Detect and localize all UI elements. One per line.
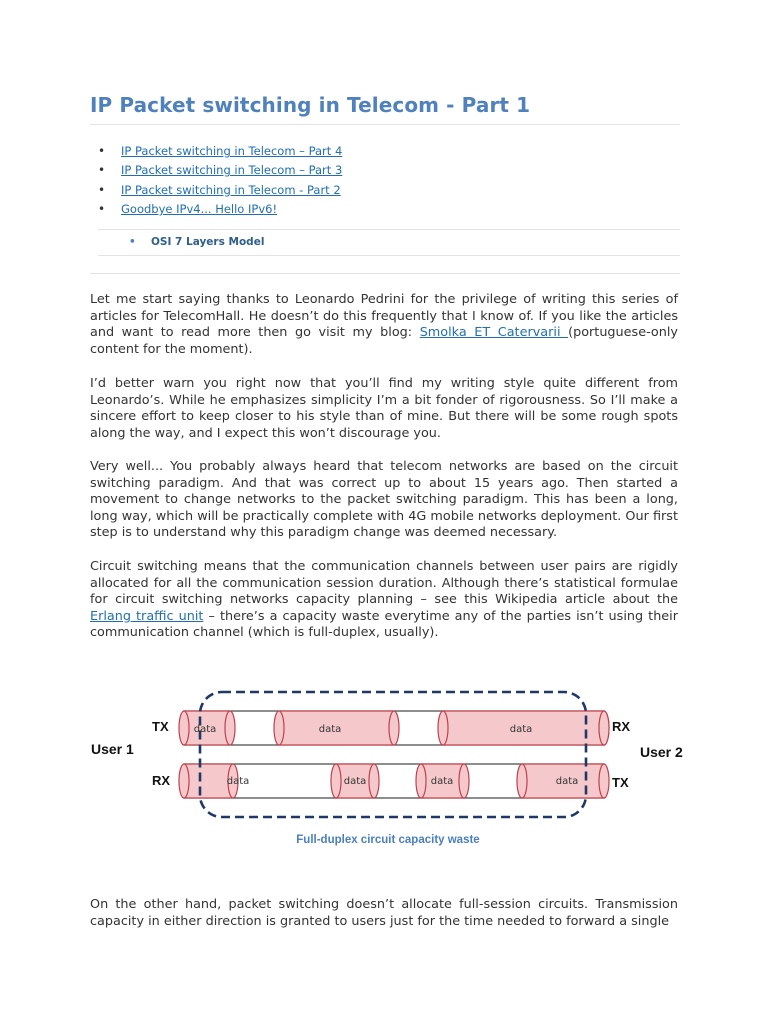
data-label: data <box>343 776 367 787</box>
paragraph-style: I’d better warn you right now that you’ll find my writing style quite different from Leonardo’s. While he emphasizes simplicity I’m a bit fonder of rigorousness. So I’ll make a sincere effort to keep closer to his style than of mine. But there will be some rough spots along the way, and I expect this won’t discourage you. <box>90 376 678 441</box>
related-link-part-4[interactable]: IP Packet switching in Telecom – Part 4 <box>121 144 343 158</box>
data-label: data <box>555 776 579 787</box>
osi-model-link[interactable] <box>129 236 264 248</box>
related-link-part-2[interactable]: IP Packet switching in Telecom - Part 2 <box>121 182 341 197</box>
divider <box>98 229 680 230</box>
page-title: IP Packet switching in Telecom - Part 1 <box>90 93 531 117</box>
rx-pipe <box>179 764 609 798</box>
data-label: data <box>509 724 533 735</box>
tx-label-left: TX <box>152 719 169 734</box>
paragraph-circuit <box>90 559 678 642</box>
related-link-ipv6[interactable]: Goodbye IPv4... Hello IPv6! <box>121 201 278 216</box>
related-link-part-3[interactable]: IP Packet switching in Telecom – Part 3 <box>121 163 343 178</box>
data-segment <box>184 764 233 798</box>
data-label: data <box>226 776 250 787</box>
paragraph-text: Let me start saying thanks to Leonardo Pedrini for the privilege of writing this series of articles for TelecomHall. He doesn’t do this frequently that I know of. If you like the articles and want to read more then go visit my blog: <box>90 292 678 341</box>
user-1-label: User 1 <box>91 741 134 757</box>
divider <box>90 124 680 125</box>
erlang-link[interactable]: Erlang traffic unit <box>90 608 204 624</box>
circuit-capacity-figure <box>90 682 690 852</box>
osi-model-label: OSI 7 Layers Model <box>151 236 265 248</box>
tx-pipe <box>179 711 609 745</box>
paragraph-text: – there’s a capacity waste everytime any of the parties isn’t using their communication channel (which is full-duplex, usually). <box>90 608 678 641</box>
rx-label-left: RX <box>152 773 171 788</box>
paragraph-intro <box>90 292 678 358</box>
divider <box>90 273 680 274</box>
paragraph-text: Circuit switching means that the communication channels between user pairs are rigidly allocated for all the communication session duration. Although there’s statistical formulae for circuit switching networks capacity planning – see this Wikipedia article about the <box>90 559 678 608</box>
paragraph-text: (portuguese-only content for the moment). <box>90 325 678 357</box>
data-label: data <box>430 776 454 787</box>
paragraph-history: Very well... You probably always heard that telecom networks are based on the circuit switching paradigm. And that was correct up to about 15 years ago. Then started a movement to change networks to the packet switching paradigm. This has been a long, long way, which will be practically complete with 4G mobile networks deployment. Our first step is to understand why this paradigm change was deemed necessary. <box>90 459 678 541</box>
paragraph-packet: On the other hand, packet switching doesn’t allocate full-session circuits. Transmission capacity in either direction is granted to users just for the time needed to forward a single <box>90 897 678 929</box>
figure-caption: Full-duplex circuit capacity waste <box>296 834 480 846</box>
divider <box>98 255 680 256</box>
user-2-label: User 2 <box>640 744 683 760</box>
tx-label-right: TX <box>612 775 629 790</box>
rx-label-right: RX <box>612 719 631 734</box>
data-label: data <box>193 724 217 735</box>
blog-link[interactable]: Smolka ET Catervarii <box>419 325 569 341</box>
data-label: data <box>318 724 342 735</box>
